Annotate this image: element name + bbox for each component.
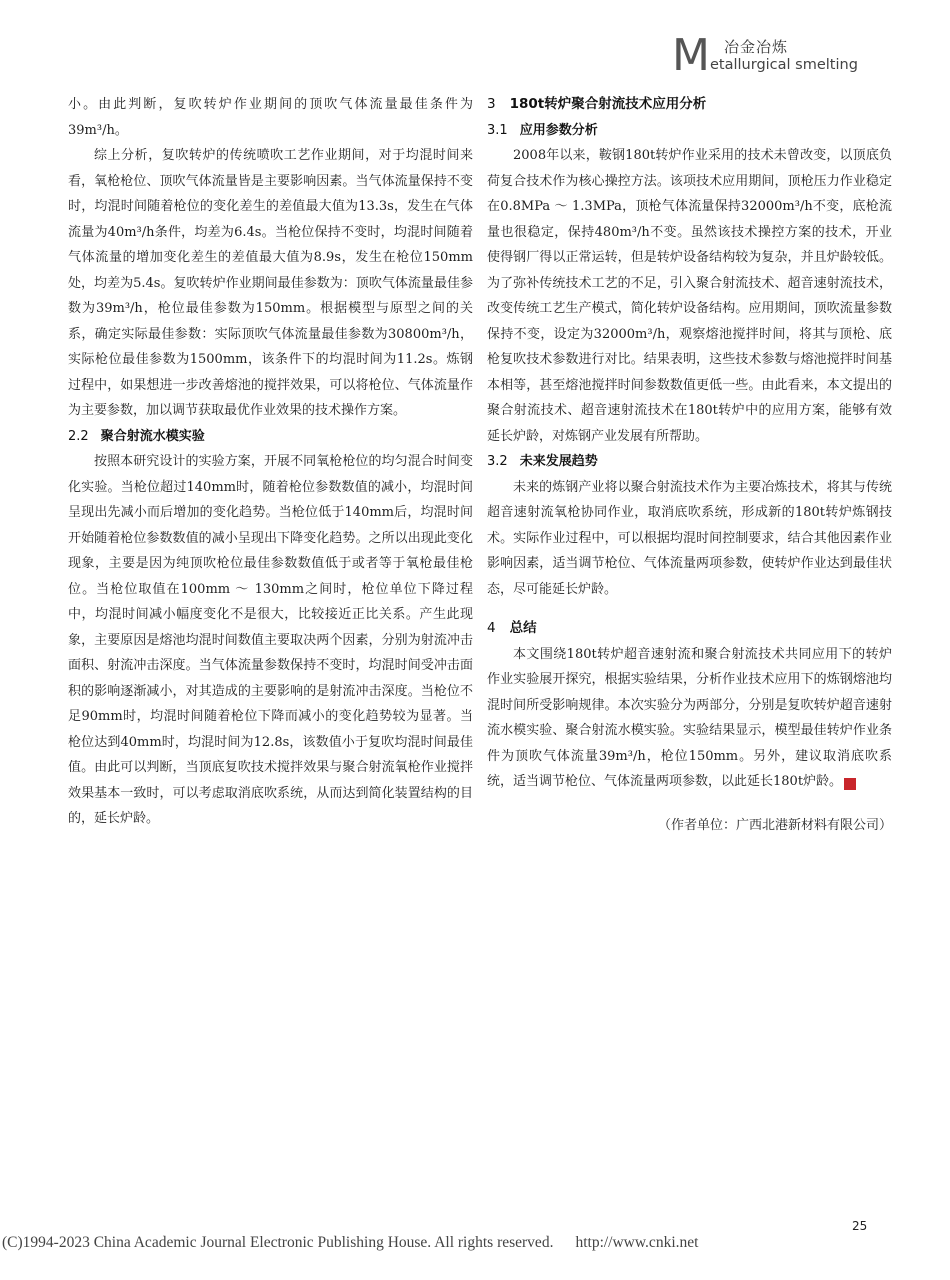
- section-heading-3-1: [487, 118, 892, 144]
- copyright-text: (C)1994-2023 China Academic Journal Electronic Publishing House. All rights reserved.: [2, 1234, 554, 1251]
- section-title: 180t转炉聚合射流技术应用分析: [509, 96, 707, 112]
- journal-logo: [672, 30, 892, 81]
- spacer: [487, 602, 892, 616]
- page-number: 25: [852, 1219, 868, 1233]
- section-title: 总结: [509, 620, 537, 636]
- paragraph: 按照本研究设计的实验方案，开展不同氧枪枪位的均匀混合时间变化实验。当枪位超过140mm时，随着枪位参数数值的减小，均混时间呈现出先减小而后增加的变化趋势。当枪位低于140mm后，均混时间开始随着枪位参数数值的减小呈现出下降变化趋势。之所以出现此变化现象，主要是因为纯顶吹枪位最佳参数数值低于或者等于氧枪最佳枪位。当枪位取值在100mm ～ 130mm之间时，枪位单位下降过程中，均混时间减小幅度变化不是很大，比较接近正比关系。产生此现象，主要原因是熔池均混时间数值主要取决两个因素，分别为射流冲击面积、射流冲击深度。当气体流量参数保持不变时，均混时间受冲击面积的影响逐渐减小，对其造成的主要影响的是射流冲击深度。当枪位不足90mm时，均混时间随着枪位下降而减小的变化趋势较为显著。当枪位达到40mm时，均混时间为12.8s，该数值小于复吹均混时间最佳值。由此可以判断，当顶底复吹技术搅拌效果与聚合射流氧枪作业搅拌效果基本一致时，可以考虑取消底吹系统，从而达到简化装置结构的目的，延长炉龄。: [68, 454, 473, 826]
- author-affiliation: （作者单位：广西北港新材料有限公司）: [657, 817, 892, 833]
- journal-logo-letter: M: [672, 30, 710, 81]
- left-column: [68, 92, 473, 832]
- section-number: 2.2: [68, 428, 89, 444]
- section-title: 聚合射流水模实验: [100, 428, 205, 444]
- journal-title-en: etallurgical smelting: [710, 57, 858, 73]
- section-title: 应用参数分析: [519, 122, 598, 138]
- section-title: 未来发展趋势: [519, 454, 598, 469]
- copyright-footer: [2, 1234, 698, 1252]
- paragraph: 综上分析，复吹转炉的传统喷吹工艺作业期间，对于均混时间来看，氧枪枪位、顶吹气体流量皆是主要影响因素。当气体流量保持不变时，均混时间随着枪位的变化差生的差值最大值为13.3s，发生在气体流量为40m³/h条件，均差为6.4s。当枪位保持不变时，均混时间随着气体流量的增加变化差生的差值最大值为8.9s，发生在枪位150mm处，均差为5.4s。复吹转炉作业期间最佳参数为：顶吹气体流量最佳参数为39m³/h，枪位最佳参数为150mm。根据模型与原型之间的关系，确定实际最佳参数：实际顶吹气体流量最佳参数为30800m³/h，实际枪位最佳参数为1500mm，该条件下的均混时间为11.2s。炼钢过程中，如果想进一步改善熔池的搅拌效果，可以将枪位、气体流量作为主要参数，加以调节获取最优作业效果的技术操作方案。: [68, 148, 473, 418]
- section-heading-3: [487, 92, 892, 118]
- section-number: 3.1: [487, 122, 508, 138]
- journal-title-cn: 冶金冶炼: [724, 38, 789, 56]
- paragraph: 2008年以来，鞍钢180t转炉作业采用的技术未曾改变，以顶底负荷复合技术作为核心操控方法。该项技术应用期间，顶枪压力作业稳定在0.8MPa ～ 1.3MPa，顶枪气体流量保持32000m³/h不变，底枪流量也很稳定，保持480m³/h不变。虽然该技术操控方案的技术，开业使得钢厂得以正常运转，但是转炉设备结构较为复杂，并且炉龄较低。为了弥补传统技术工艺的不足，引入聚合射流技术、超音速射流技术，改变传统工艺生产模式，简化转炉设备结构。应用期间，顶吹流量参数保持不变，设定为32000m³/h，观察熔池搅拌时间，将其与顶枪、底枪复吹技术参数进行对比。结果表明，这些技术参数与熔池搅拌时间基本相等，甚至熔池搅拌时间参数数值更低一些。由此看来，本文提出的聚合射流技术、超音速射流技术在180t转炉中的应用方案，能够有效延长炉龄，对炼钢产业发展有所帮助。: [487, 148, 892, 444]
- section-heading-4: [487, 616, 892, 642]
- end-mark-icon: 涌: [844, 778, 856, 790]
- paragraph-conclusion: [487, 642, 892, 795]
- right-column: [487, 92, 892, 838]
- footer-url: http://www.cnki.net: [575, 1234, 699, 1251]
- section-heading-3-2: [487, 449, 892, 475]
- section-number: 3: [487, 96, 496, 112]
- paragraph-text: 本文围绕180t转炉超音速射流和聚合射流技术共同应用下的转炉作业实验展开探究，根据实验结果，分析作业技术应用下的炼钢熔池均混时间所受影响规律。本次实验分为两部分，分别是复吹转炉超音速射流水模实验、聚合射流水模实验。实验结果显示，模型最佳转炉作业条件为顶吹气体流量39m³/h，枪位150mm。另外，建议取消底吹系统，适当调节枪位、气体流量两项参数，以此延长180t炉龄。: [487, 646, 892, 789]
- paragraph: 小。由此判断，复吹转炉作业期间的顶吹气体流量最佳条件为39m³/h。: [68, 97, 473, 138]
- section-number: 3.2: [487, 454, 508, 469]
- paragraph: 未来的炼钢产业将以聚合射流技术作为主要冶炼技术，将其与传统超音速射流氧枪协同作业，取消底吹系统，形成新的180t转炉炼钢技术。实际作业过程中，可以根据均混时间控制要求，结合其他因素作业影响因素，适当调节枪位、气体流量两项参数，使转炉作业达到最佳状态，尽可能延长炉龄。: [487, 479, 892, 597]
- section-heading-2-2: [68, 424, 473, 450]
- section-number: 4: [487, 620, 496, 636]
